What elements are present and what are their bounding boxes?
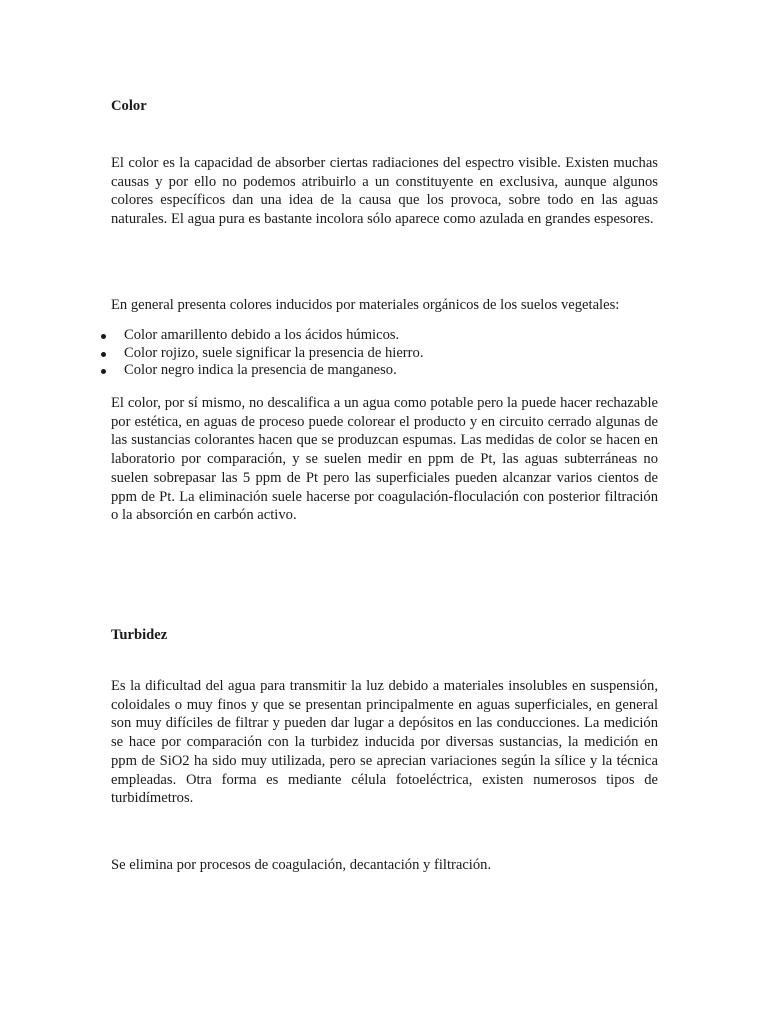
heading-turbidez: Turbidez xyxy=(111,627,168,643)
list-item-text: Color negro indica la presencia de manganeso. xyxy=(124,362,397,378)
color-intro-paragraph: El color es la capacidad de absorber ciertas radiaciones del espectro visible. Existen muchas causas y por ello no podemos atribuirlo a un constituyente en exclusiva, aunque algunos colores específicos dan una idea de la causa que los provoca, sobre todo en las aguas naturales. El agua pura es bastante incolora sólo aparece como azulada en grandes espesores. xyxy=(111,155,658,228)
list-item-text: Color amarillento debido a los ácidos húmicos. xyxy=(124,327,400,343)
bullet-icon xyxy=(101,369,106,374)
list-item xyxy=(0,327,768,345)
list-item-text: Color rojizo, suele significar la presencia de hierro. xyxy=(124,344,424,361)
color-list-intro: En general presenta colores inducidos por materiales orgánicos de los suelos vegetales: xyxy=(111,297,620,313)
list-item xyxy=(0,362,768,380)
turbidez-body-paragraph: Es la dificultad del agua para transmitir la luz debido a materiales insolubles en suspensión, coloidales o muy finos y que se presentan principalmente en aguas superficiales, en general son muy difíciles de filtrar y pueden dar lugar a depósitos en las conducciones. La medición se hace por comparación con la turbidez inducida por diversas sustancias, la medición en ppm de SiO2 ha sido muy utilizada, pero se aprecian variaciones según la sílice y la técnica empleadas. Otra forma es mediante célula fotoeléctrica, existen numerosos tipos de turbidímetros. xyxy=(111,678,658,807)
color-body-paragraph: El color, por sí mismo, no descalifica a un agua como potable pero la puede hacer rechazable por estética, en aguas de proceso puede colorear el producto y en circuito cerrado algunas de las sustancias colorantes hacen que se produzcan espumas. Las medidas de color se hacen en laboratorio por comparación, y se suelen medir en ppm de Pt, las aguas subterráneas no suelen sobrepasar las 5 ppm de Pt pero las superficiales pueden alcanzar varios cientos de ppm de Pt. La eliminación suele hacerse por coagulación-floculación con posterior filtración o la absorción en carbón activo. xyxy=(111,395,658,524)
bullet-icon xyxy=(101,352,106,357)
color-list xyxy=(0,327,768,380)
turbidez-closing-paragraph: Se elimina por procesos de coagulación, decantación y filtración. xyxy=(111,857,492,873)
list-item xyxy=(0,345,768,363)
bullet-icon xyxy=(101,334,106,339)
heading-color: Color xyxy=(111,98,147,114)
